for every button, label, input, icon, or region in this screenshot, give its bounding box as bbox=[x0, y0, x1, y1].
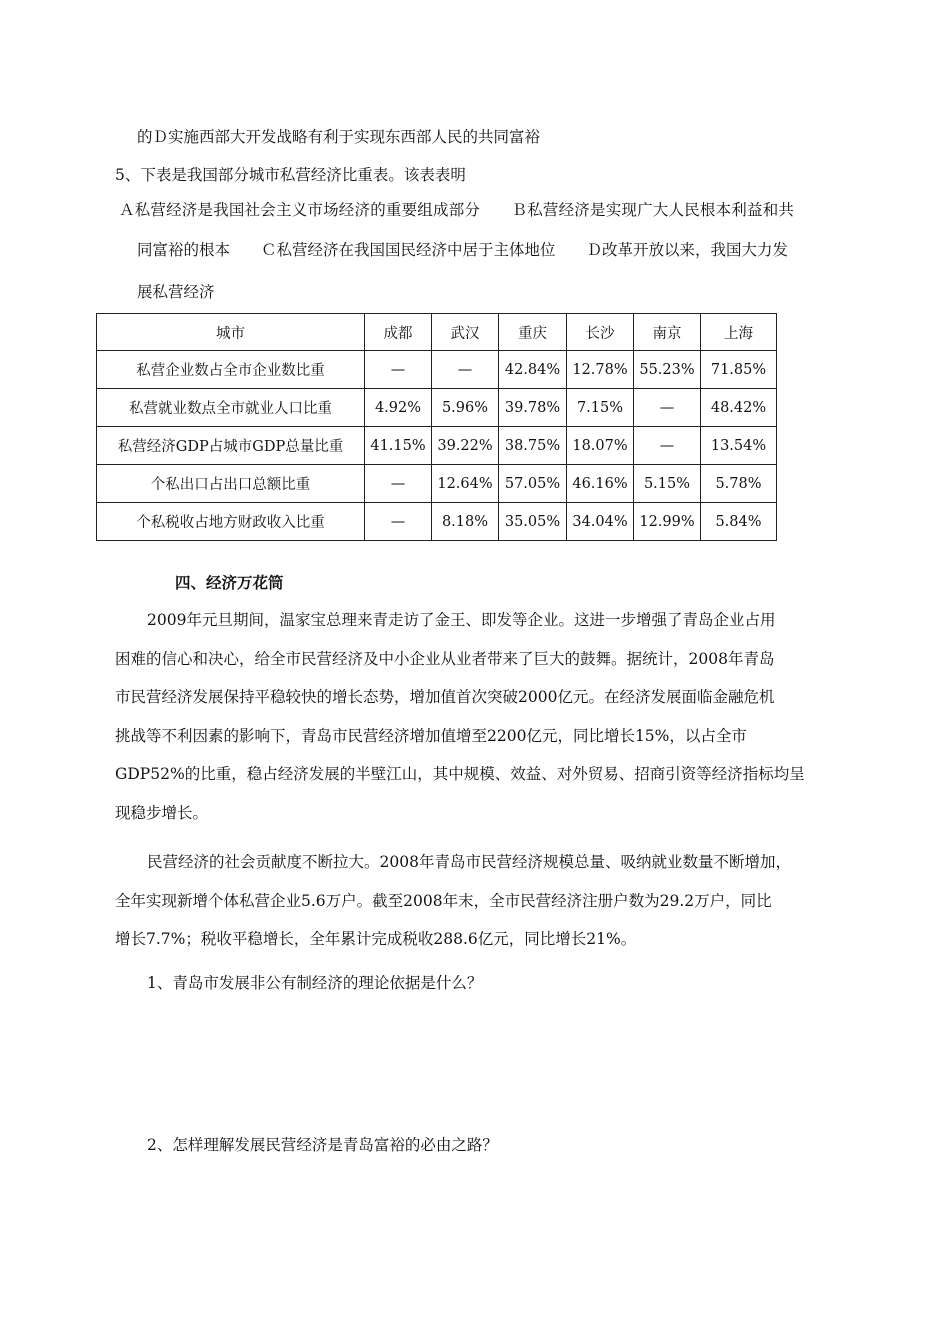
table-cell: 5.96% bbox=[432, 389, 499, 427]
table-cell: 41.15% bbox=[365, 427, 432, 465]
table-cell: 48.42% bbox=[701, 389, 777, 427]
paragraph-1 bbox=[115, 601, 845, 832]
paragraph-line: 增长7.7%；税收平稳增长，全年累计完成税收288.6亿元，同比增长21%。 bbox=[115, 930, 637, 948]
table-header-cell: 上海 bbox=[701, 314, 777, 351]
table-cell: 18.07% bbox=[567, 427, 634, 465]
question-5-options-line3: 展私营经济 bbox=[137, 283, 215, 301]
paragraph-2 bbox=[115, 843, 845, 959]
table-cell: 私营就业数点全市就业人口比重 bbox=[97, 389, 365, 427]
table-cell: 35.05% bbox=[499, 503, 567, 541]
option-d-continuation: 的Ｄ实施西部大开发战略有利于实现东西部人民的共同富裕 bbox=[137, 128, 541, 146]
table-cell: 12.78% bbox=[567, 351, 634, 389]
table-cell: 12.99% bbox=[634, 503, 701, 541]
table-header-cell: 城市 bbox=[97, 314, 365, 351]
table-header-cell: 成都 bbox=[365, 314, 432, 351]
table-cell: 12.64% bbox=[432, 465, 499, 503]
table-header-cell: 长沙 bbox=[567, 314, 634, 351]
table-cell: — bbox=[634, 389, 701, 427]
table-cell: 39.78% bbox=[499, 389, 567, 427]
table-cell: 私营企业数占全市企业数比重 bbox=[97, 351, 365, 389]
question-5: 5、下表是我国部分城市私营经济比重表。该表表明 bbox=[115, 166, 466, 184]
paragraph-line: 2009年元旦期间，温家宝总理来青走访了金王、即发等企业。这进一步增强了青岛企业占用 bbox=[147, 611, 776, 629]
table-cell: 46.16% bbox=[567, 465, 634, 503]
table-cell: — bbox=[634, 427, 701, 465]
table-cell: 5.84% bbox=[701, 503, 777, 541]
paragraph-line: 现稳步增长。 bbox=[115, 803, 209, 822]
table-row bbox=[97, 389, 777, 427]
table-header-cell: 武汉 bbox=[432, 314, 499, 351]
table-cell: 5.15% bbox=[634, 465, 701, 503]
question-1: 1、青岛市发展非公有制经济的理论依据是什么？ bbox=[147, 974, 483, 992]
question-5-options-line2: 同富裕的根本 Ｃ私营经济在我国国民经济中居于主体地位 Ｄ改革开放以来，我国大力发 bbox=[137, 241, 789, 259]
question-2: 2、怎样理解发展民营经济是青岛富裕的必由之路？ bbox=[147, 1136, 498, 1154]
table-cell: 8.18% bbox=[432, 503, 499, 541]
table-cell: 39.22% bbox=[432, 427, 499, 465]
table-cell: — bbox=[365, 503, 432, 541]
table-header-cell: 重庆 bbox=[499, 314, 567, 351]
table-cell: 7.15% bbox=[567, 389, 634, 427]
table-cell: 55.23% bbox=[634, 351, 701, 389]
question-5-options-line1: Ａ私营经济是我国社会主义市场经济的重要组成部分 Ｂ私营经济是实现广大人民根本利益和共 bbox=[119, 201, 795, 219]
table-row bbox=[97, 351, 777, 389]
table-cell: 57.05% bbox=[499, 465, 567, 503]
table-cell: 71.85% bbox=[701, 351, 777, 389]
paragraph-line: 市民营经济发展保持平稳较快的增长态势，增加值首次突破2000亿元。在经济发展面临金融危机 bbox=[115, 688, 775, 706]
paragraph-line: 挑战等不利因素的影响下，青岛市民营经济增加值增至2200亿元，同比增长15%，以占全市 bbox=[115, 726, 747, 745]
table-cell: 13.54% bbox=[701, 427, 777, 465]
table-cell: 34.04% bbox=[567, 503, 634, 541]
table-cell: — bbox=[365, 465, 432, 503]
paragraph-line: 全年实现新增个体私营企业5.6万户。截至2008年末，全市民营经济注册户数为29.2万户，同比 bbox=[115, 891, 772, 910]
table-cell: 个私税收占地方财政收入比重 bbox=[97, 503, 365, 541]
table-cell: — bbox=[365, 351, 432, 389]
table-cell: 4.92% bbox=[365, 389, 432, 427]
private-economy-table bbox=[96, 313, 777, 541]
table-cell: 私营经济GDP占城市GDP总量比重 bbox=[97, 427, 365, 465]
table-cell: — bbox=[432, 351, 499, 389]
table-row bbox=[97, 503, 777, 541]
table-header-row bbox=[97, 314, 777, 351]
table-cell: 38.75% bbox=[499, 427, 567, 465]
paragraph-line: GDP52%的比重，稳占经济发展的半壁江山，其中规模、效益、对外贸易、招商引资等经济指标均呈 bbox=[115, 765, 805, 783]
paragraph-line: 困难的信心和决心，给全市民营经济及中小企业从业者带来了巨大的鼓舞。据统计，2008年青岛 bbox=[115, 649, 775, 668]
table-cell: 42.84% bbox=[499, 351, 567, 389]
table-row bbox=[97, 427, 777, 465]
section-heading: 四、经济万花筒 bbox=[175, 574, 284, 592]
table-cell: 个私出口占出口总额比重 bbox=[97, 465, 365, 503]
table-row bbox=[97, 465, 777, 503]
table-header-cell: 南京 bbox=[634, 314, 701, 351]
paragraph-line: 民营经济的社会贡献度不断拉大。2008年青岛市民营经济规模总量、吸纳就业数量不断增加， bbox=[147, 853, 791, 871]
table-cell: 5.78% bbox=[701, 465, 777, 503]
